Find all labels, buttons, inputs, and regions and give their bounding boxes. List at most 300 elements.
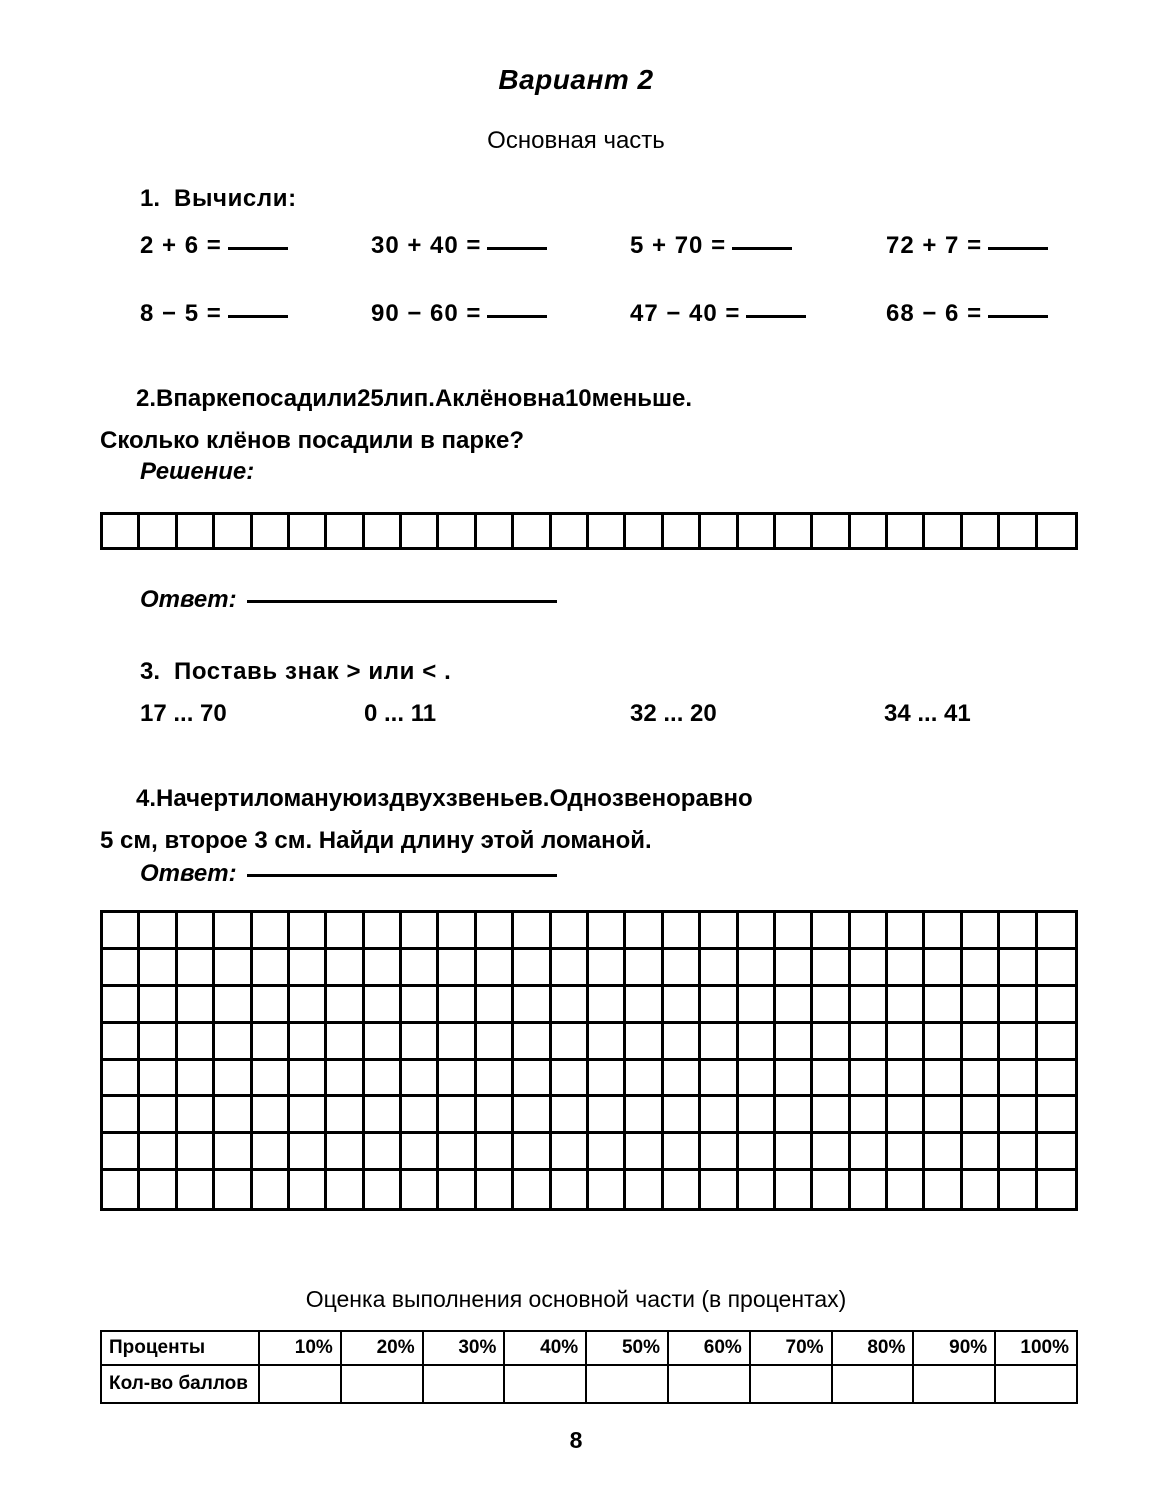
grid-cell[interactable]: [664, 1097, 701, 1134]
grid-cell[interactable]: [776, 1024, 813, 1061]
grid-cell[interactable]: [477, 1061, 514, 1098]
task-2-word: 10: [564, 385, 592, 412]
grid-cell[interactable]: [739, 987, 776, 1024]
task-4-line-2-text: 5 см, второе 3 см. Найди длину этой ломаной.: [100, 827, 652, 854]
answer-blank[interactable]: [746, 315, 806, 318]
grid-cell[interactable]: [439, 1024, 476, 1061]
answer-blank[interactable]: [228, 247, 288, 250]
grid-cell[interactable]: [552, 913, 589, 950]
grid-cell[interactable]: [327, 1134, 364, 1171]
solution-cell[interactable]: [477, 515, 514, 547]
solution-cell[interactable]: [215, 515, 252, 547]
grid-cell[interactable]: [552, 1024, 589, 1061]
solution-cell[interactable]: [925, 515, 962, 547]
grid-cell[interactable]: [365, 1061, 402, 1098]
answer-blank[interactable]: [988, 247, 1048, 250]
grid-cell[interactable]: [290, 1024, 327, 1061]
grid-cell[interactable]: [626, 913, 663, 950]
grid-cell[interactable]: [888, 1061, 925, 1098]
grid-cell[interactable]: [402, 987, 439, 1024]
grid-cell[interactable]: [1038, 1061, 1075, 1098]
percent-cell: 50%: [586, 1331, 668, 1365]
grid-cell[interactable]: [888, 950, 925, 987]
grid-cell[interactable]: [514, 1024, 551, 1061]
grid-cell[interactable]: [589, 1134, 626, 1171]
comparison-pair[interactable]: 34 ... 41: [884, 700, 971, 727]
grid-cell[interactable]: [739, 1171, 776, 1208]
grid-cell[interactable]: [776, 1134, 813, 1171]
grid-cell[interactable]: [514, 1171, 551, 1208]
grid-cell[interactable]: [140, 950, 177, 987]
grid-cell[interactable]: [626, 1134, 663, 1171]
task-2-line-1: [100, 378, 1078, 420]
grid-cell[interactable]: [552, 1171, 589, 1208]
answer-blank[interactable]: [247, 600, 557, 603]
grid-cell[interactable]: [327, 1061, 364, 1098]
comparison-pair[interactable]: 0 ... 11: [364, 700, 437, 727]
grid-cell[interactable]: [1000, 950, 1037, 987]
grid-cell[interactable]: [253, 1171, 290, 1208]
grid-cell[interactable]: [888, 1134, 925, 1171]
grid-cell[interactable]: [664, 1024, 701, 1061]
score-cell[interactable]: [586, 1365, 668, 1403]
grid-cell[interactable]: [140, 1171, 177, 1208]
solution-cell[interactable]: [589, 515, 626, 547]
grid-cell[interactable]: [701, 987, 738, 1024]
grid-cell[interactable]: [140, 1097, 177, 1134]
grid-cell[interactable]: [477, 1024, 514, 1061]
percent-cell: 20%: [341, 1331, 423, 1365]
grid-cell[interactable]: [739, 950, 776, 987]
grid-cell[interactable]: [664, 987, 701, 1024]
grid-cell[interactable]: [365, 950, 402, 987]
solution-cell[interactable]: [701, 515, 738, 547]
grid-cell[interactable]: [439, 1171, 476, 1208]
grid-cell[interactable]: [327, 1171, 364, 1208]
score-cell[interactable]: [832, 1365, 914, 1403]
grid-cell[interactable]: [253, 1097, 290, 1134]
grid-cell[interactable]: [327, 913, 364, 950]
score-cell[interactable]: [259, 1365, 341, 1403]
solution-cell[interactable]: [552, 515, 589, 547]
solution-cell[interactable]: [290, 515, 327, 547]
calc-expression: 72 + 7 =: [886, 232, 983, 259]
answer-blank[interactable]: [988, 315, 1048, 318]
grid-cell[interactable]: [365, 1171, 402, 1208]
grid-cell[interactable]: [290, 1097, 327, 1134]
grid-cell[interactable]: [589, 913, 626, 950]
grid-cell[interactable]: [178, 913, 215, 950]
task-4-word: звено: [611, 785, 681, 812]
calc-expression: 5 + 70 =: [630, 232, 727, 259]
grid-cell[interactable]: [1000, 987, 1037, 1024]
grid-cell[interactable]: [514, 987, 551, 1024]
grid-cell[interactable]: [290, 950, 327, 987]
grid-cell[interactable]: [813, 1097, 850, 1134]
task-4-text: [100, 778, 1078, 862]
grid-cell[interactable]: [701, 1171, 738, 1208]
grid-cell[interactable]: [589, 987, 626, 1024]
answer-blank[interactable]: [732, 247, 792, 250]
calc-expression: 47 − 40 =: [630, 300, 741, 327]
grid-cell[interactable]: [178, 1171, 215, 1208]
grid-cell[interactable]: [589, 1024, 626, 1061]
grid-cell[interactable]: [439, 913, 476, 950]
grid-cell[interactable]: [1038, 987, 1075, 1024]
grid-cell[interactable]: [851, 950, 888, 987]
solution-cell[interactable]: [365, 515, 402, 547]
solution-cell[interactable]: [813, 515, 850, 547]
task-2-number: 2.: [136, 385, 157, 412]
grid-cell[interactable]: [664, 1171, 701, 1208]
task-4-word: равно: [680, 785, 753, 812]
grid-cell[interactable]: [178, 950, 215, 987]
grid-cell[interactable]: [701, 1024, 738, 1061]
grid-cell[interactable]: [103, 1061, 140, 1098]
grid-cell[interactable]: [552, 1097, 589, 1134]
calc-expression: 8 − 5 =: [140, 300, 222, 327]
grid-cell[interactable]: [140, 987, 177, 1024]
grid-cell[interactable]: [626, 1171, 663, 1208]
grid-cell[interactable]: [365, 1024, 402, 1061]
calc-expression: 30 + 40 =: [371, 232, 482, 259]
task-4-word: Одно: [549, 785, 612, 812]
percent-cell: 100%: [995, 1331, 1077, 1365]
task-2-word: меньше.: [591, 385, 693, 412]
solution-cell[interactable]: [739, 515, 776, 547]
task-1-label: Вычисли:: [174, 185, 297, 212]
solution-cell[interactable]: [327, 515, 364, 547]
grid-cell[interactable]: [963, 1024, 1000, 1061]
task-1-number: 1.: [140, 185, 161, 212]
grid-cell[interactable]: [439, 950, 476, 987]
comparison-pair[interactable]: 32 ... 20: [630, 700, 717, 727]
grid-cell[interactable]: [1000, 1061, 1037, 1098]
grid-cell[interactable]: [477, 1171, 514, 1208]
solution-cell[interactable]: [178, 515, 215, 547]
grid-cell[interactable]: [439, 1061, 476, 1098]
grid-cell[interactable]: [253, 1061, 290, 1098]
grid-cell[interactable]: [589, 1061, 626, 1098]
grid-cell[interactable]: [963, 1061, 1000, 1098]
task-3-heading: [140, 658, 451, 686]
grid-cell[interactable]: [1000, 1134, 1037, 1171]
grid-cell[interactable]: [365, 1134, 402, 1171]
solution-cell[interactable]: [253, 515, 290, 547]
answer-blank[interactable]: [228, 315, 288, 318]
grid-cell[interactable]: [851, 1171, 888, 1208]
grid-cell[interactable]: [215, 987, 252, 1024]
calc-item: [630, 300, 806, 328]
grid-cell[interactable]: [851, 1097, 888, 1134]
grid-cell[interactable]: [888, 1171, 925, 1208]
grid-cell[interactable]: [290, 1171, 327, 1208]
grid-cell[interactable]: [664, 950, 701, 987]
grid-cell[interactable]: [851, 1134, 888, 1171]
grid-cell[interactable]: [925, 1024, 962, 1061]
answer-blank[interactable]: [487, 247, 547, 250]
grid-cell[interactable]: [402, 950, 439, 987]
grid-cell[interactable]: [701, 913, 738, 950]
grid-cell[interactable]: [402, 1097, 439, 1134]
grid-cell[interactable]: [925, 950, 962, 987]
grid-cell[interactable]: [253, 1024, 290, 1061]
grid-cell[interactable]: [365, 913, 402, 950]
score-cell[interactable]: [668, 1365, 750, 1403]
grid-cell[interactable]: [589, 950, 626, 987]
grid-cell[interactable]: [664, 1134, 701, 1171]
grid-cell[interactable]: [813, 1024, 850, 1061]
grid-cell[interactable]: [477, 913, 514, 950]
grid-cell[interactable]: [626, 950, 663, 987]
solution-cell[interactable]: [514, 515, 551, 547]
grid-cell[interactable]: [1038, 913, 1075, 950]
grid-cell[interactable]: [103, 1097, 140, 1134]
grid-cell[interactable]: [178, 1061, 215, 1098]
grid-cell[interactable]: [103, 1024, 140, 1061]
score-cell[interactable]: [913, 1365, 995, 1403]
grid-cell[interactable]: [327, 950, 364, 987]
score-cell[interactable]: [750, 1365, 832, 1403]
grid-cell[interactable]: [514, 1134, 551, 1171]
grid-cell[interactable]: [103, 1171, 140, 1208]
task-4-line-1: [100, 778, 1078, 820]
grid-cell[interactable]: [402, 1024, 439, 1061]
grid-cell[interactable]: [739, 913, 776, 950]
task-4-line-2: [100, 820, 1078, 862]
score-cell[interactable]: [995, 1365, 1077, 1403]
task-4-word: ломаную: [254, 785, 363, 812]
grid-cell[interactable]: [402, 913, 439, 950]
grid-cell[interactable]: [1000, 1171, 1037, 1208]
grid-cell[interactable]: [776, 987, 813, 1024]
score-table-caption: Оценка выполнения основной части (в процентах): [305, 1286, 847, 1312]
grid-cell[interactable]: [813, 1134, 850, 1171]
grid-cell[interactable]: [963, 1134, 1000, 1171]
grid-cell[interactable]: [813, 1061, 850, 1098]
grid-cell[interactable]: [963, 1171, 1000, 1208]
grid-cell[interactable]: [514, 913, 551, 950]
grid-cell[interactable]: [925, 1171, 962, 1208]
calc-expression: 2 + 6 =: [140, 232, 222, 259]
grid-cell[interactable]: [963, 950, 1000, 987]
grid-cell[interactable]: [776, 1171, 813, 1208]
grid-cell[interactable]: [589, 1171, 626, 1208]
percent-cell: 60%: [668, 1331, 750, 1365]
task-2-text: [100, 378, 1078, 462]
grid-cell[interactable]: [813, 987, 850, 1024]
grid-cell[interactable]: [925, 1134, 962, 1171]
grid-cell[interactable]: [253, 987, 290, 1024]
solution-cell[interactable]: [888, 515, 925, 547]
calc-item: [371, 232, 547, 260]
grid-cell[interactable]: [103, 1134, 140, 1171]
grid-cell[interactable]: [963, 913, 1000, 950]
grid-cell[interactable]: [851, 1061, 888, 1098]
grid-cell[interactable]: [776, 950, 813, 987]
solution-cell[interactable]: [1038, 515, 1075, 547]
solution-cell[interactable]: [664, 515, 701, 547]
task-2-word: на: [537, 385, 565, 412]
grid-cell[interactable]: [140, 1024, 177, 1061]
grid-cell[interactable]: [327, 1024, 364, 1061]
grid-cell[interactable]: [140, 913, 177, 950]
grid-cell[interactable]: [626, 1061, 663, 1098]
grid-cell[interactable]: [140, 1134, 177, 1171]
grid-cell[interactable]: [514, 950, 551, 987]
row-label-scores: Кол-во баллов: [101, 1365, 259, 1403]
solution-cell[interactable]: [140, 515, 177, 547]
grid-cell[interactable]: [477, 1097, 514, 1134]
grid-cell[interactable]: [103, 950, 140, 987]
grid-cell[interactable]: [253, 1134, 290, 1171]
grid-cell[interactable]: [215, 950, 252, 987]
grid-cell[interactable]: [776, 913, 813, 950]
answer-blank[interactable]: [487, 315, 547, 318]
grid-cell[interactable]: [963, 987, 1000, 1024]
task-2-word: лип.: [383, 385, 435, 412]
drawing-grid[interactable]: [100, 910, 1078, 1211]
grid-cell[interactable]: [589, 1097, 626, 1134]
grid-cell[interactable]: [701, 1061, 738, 1098]
score-table: [100, 1330, 1078, 1404]
grid-cell[interactable]: [290, 987, 327, 1024]
grid-cell[interactable]: [888, 1097, 925, 1134]
grid-cell[interactable]: [477, 1134, 514, 1171]
grid-cell[interactable]: [1000, 913, 1037, 950]
grid-cell[interactable]: [776, 1061, 813, 1098]
grid-cell[interactable]: [290, 913, 327, 950]
solution-cell[interactable]: [402, 515, 439, 547]
grid-cell[interactable]: [215, 1171, 252, 1208]
grid-cell[interactable]: [925, 1097, 962, 1134]
grid-cell[interactable]: [1038, 950, 1075, 987]
grid-cell[interactable]: [888, 913, 925, 950]
grid-cell[interactable]: [253, 913, 290, 950]
grid-cell[interactable]: [626, 1024, 663, 1061]
grid-cell[interactable]: [739, 1134, 776, 1171]
score-cell[interactable]: [504, 1365, 586, 1403]
grid-cell[interactable]: [327, 1097, 364, 1134]
grid-cell[interactable]: [215, 1097, 252, 1134]
grid-cell[interactable]: [1000, 1024, 1037, 1061]
grid-cell[interactable]: [365, 987, 402, 1024]
grid-cell[interactable]: [963, 1097, 1000, 1134]
grid-cell[interactable]: [178, 1097, 215, 1134]
grid-cell[interactable]: [552, 987, 589, 1024]
comparison-pair[interactable]: 17 ... 70: [140, 700, 227, 727]
solution-cell[interactable]: [851, 515, 888, 547]
solution-cell[interactable]: [626, 515, 663, 547]
grid-cell[interactable]: [739, 1061, 776, 1098]
grid-cell[interactable]: [140, 1061, 177, 1098]
grid-cell[interactable]: [290, 1061, 327, 1098]
grid-cell[interactable]: [552, 950, 589, 987]
grid-cell[interactable]: [327, 987, 364, 1024]
grid-cell[interactable]: [215, 1024, 252, 1061]
grid-cell[interactable]: [365, 1097, 402, 1134]
solution-cell[interactable]: [439, 515, 476, 547]
grid-cell[interactable]: [477, 987, 514, 1024]
grid-cell[interactable]: [739, 1024, 776, 1061]
grid-cell[interactable]: [178, 987, 215, 1024]
grid-cell[interactable]: [178, 1024, 215, 1061]
grid-cell[interactable]: [439, 1134, 476, 1171]
grid-cell[interactable]: [626, 987, 663, 1024]
grid-cell[interactable]: [701, 1134, 738, 1171]
grid-cell[interactable]: [925, 987, 962, 1024]
grid-cell[interactable]: [626, 1097, 663, 1134]
grid-cell[interactable]: [290, 1134, 327, 1171]
grid-cell[interactable]: [888, 987, 925, 1024]
calc-item: [140, 300, 288, 328]
grid-cell[interactable]: [664, 1061, 701, 1098]
grid-cell[interactable]: [813, 913, 850, 950]
solution-cell[interactable]: [103, 515, 140, 547]
grid-cell[interactable]: [739, 1097, 776, 1134]
grid-cell[interactable]: [514, 1061, 551, 1098]
grid-cell[interactable]: [552, 1061, 589, 1098]
solution-cell-strip[interactable]: [100, 512, 1078, 550]
grid-cell[interactable]: [925, 913, 962, 950]
grid-cell[interactable]: [664, 913, 701, 950]
solution-label-text: Решение:: [140, 458, 255, 485]
grid-cell[interactable]: [701, 950, 738, 987]
grid-cell[interactable]: [402, 1061, 439, 1098]
solution-cell[interactable]: [963, 515, 1000, 547]
grid-cell[interactable]: [178, 1134, 215, 1171]
score-cell[interactable]: [341, 1365, 423, 1403]
grid-cell[interactable]: [925, 1061, 962, 1098]
grid-cell[interactable]: [552, 1134, 589, 1171]
grid-cell[interactable]: [888, 1024, 925, 1061]
grid-cell[interactable]: [103, 987, 140, 1024]
calc-item: [371, 300, 547, 328]
grid-cell[interactable]: [813, 950, 850, 987]
grid-cell[interactable]: [439, 987, 476, 1024]
grid-cell[interactable]: [776, 1097, 813, 1134]
solution-cell[interactable]: [1000, 515, 1037, 547]
grid-cell[interactable]: [439, 1097, 476, 1134]
calc-item: [886, 232, 1048, 260]
grid-cell[interactable]: [215, 913, 252, 950]
grid-cell[interactable]: [813, 1171, 850, 1208]
grid-cell[interactable]: [402, 1171, 439, 1208]
grid-cell[interactable]: [215, 1061, 252, 1098]
answer-blank[interactable]: [247, 874, 557, 877]
grid-cell[interactable]: [253, 950, 290, 987]
calc-expression: 90 − 60 =: [371, 300, 482, 327]
grid-cell[interactable]: [851, 987, 888, 1024]
score-cell[interactable]: [423, 1365, 505, 1403]
grid-cell[interactable]: [701, 1097, 738, 1134]
percent-cell: 30%: [423, 1331, 505, 1365]
grid-cell[interactable]: [851, 913, 888, 950]
grid-cell[interactable]: [103, 913, 140, 950]
grid-cell[interactable]: [1038, 1134, 1075, 1171]
grid-cell[interactable]: [215, 1134, 252, 1171]
grid-cell[interactable]: [477, 950, 514, 987]
grid-cell[interactable]: [1038, 1097, 1075, 1134]
grid-cell[interactable]: [514, 1097, 551, 1134]
grid-cell[interactable]: [1000, 1097, 1037, 1134]
solution-cell[interactable]: [776, 515, 813, 547]
grid-cell[interactable]: [1038, 1024, 1075, 1061]
grid-cell[interactable]: [851, 1024, 888, 1061]
grid-cell[interactable]: [402, 1134, 439, 1171]
grid-cell[interactable]: [1038, 1171, 1075, 1208]
percent-cell: 90%: [913, 1331, 995, 1365]
